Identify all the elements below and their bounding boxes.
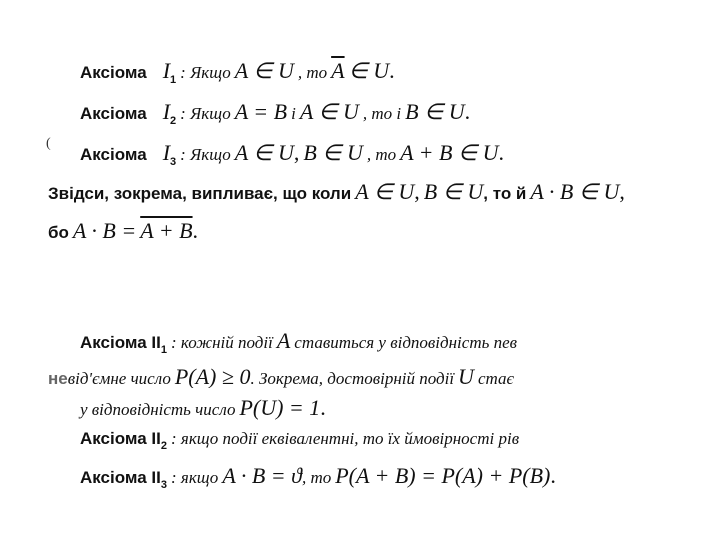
- formula-complement-sum: A + B: [140, 218, 193, 243]
- line-text-end: стає: [477, 369, 514, 388]
- axiom-label: Аксіома: [80, 104, 147, 123]
- line-text: від'ємне число: [67, 369, 171, 388]
- axiom-label: Аксіома: [80, 145, 147, 164]
- axiom-text: : кожній події: [171, 333, 273, 352]
- axiom-subscript: 2: [160, 440, 167, 452]
- axiom-label: Аксіома II: [80, 468, 161, 487]
- axiom-text: : якщо події еквівалентні, то їх ймовірності рів: [171, 430, 520, 448]
- period: .: [498, 140, 505, 165]
- formula-b-in-u: B ∈ U: [423, 179, 484, 204]
- formula-in-u: ∈ U: [348, 58, 390, 83]
- axiom-ii2: [80, 430, 600, 452]
- formula-b-in-u: B ∈ U: [303, 140, 363, 165]
- axiom-if: : Якщо: [180, 104, 231, 123]
- axiom-if: : якщо: [171, 468, 219, 487]
- formula-a-in-u: A ∈ U: [299, 99, 359, 124]
- period: .: [550, 463, 556, 488]
- axiom-label: Аксіома II: [80, 430, 161, 448]
- stray-prefix: не: [48, 369, 68, 388]
- period: .: [192, 218, 199, 243]
- then-word: , то: [301, 468, 332, 487]
- axiom-subscript: 1: [170, 74, 177, 86]
- formula-empty-product: A · B = ϑ: [222, 463, 302, 488]
- axiom-subscript: 1: [160, 344, 167, 356]
- formula-a-in-u: A ∈ U: [234, 58, 294, 83]
- axiom-label: Аксіома II: [80, 333, 161, 352]
- formula-a-in-u: A ∈ U: [234, 140, 294, 165]
- axiom-text-cont: ставиться у відповідність пев: [294, 333, 518, 352]
- formula-pu-one: P(U) = 1: [239, 395, 321, 420]
- line-text-cont: . Зокрема, достовірній події: [250, 369, 455, 388]
- formula-a-in-u: A ∈ U: [355, 179, 415, 204]
- event-a: A: [276, 330, 291, 353]
- axiom-i2: [80, 101, 470, 127]
- comma: ,: [619, 179, 625, 204]
- axiom-i1: [80, 60, 395, 86]
- axiom-symbol: I: [162, 99, 171, 124]
- comma: ,: [414, 179, 420, 204]
- because-line: [48, 220, 198, 242]
- hence-text: Звідси, зокрема, випливає, що коли: [48, 184, 352, 203]
- formula-b-in-u: B ∈ U: [405, 99, 465, 124]
- formula-additivity: P(A + B) = P(A) + P(B): [335, 463, 551, 488]
- axiom-symbol: I: [162, 140, 171, 165]
- axiom-if: : Якщо: [180, 63, 231, 82]
- event-u: U: [458, 366, 474, 388]
- formula-a-eq-b: A = B: [234, 99, 288, 124]
- axiom-subscript: 3: [160, 479, 167, 491]
- period: .: [464, 99, 471, 124]
- then-word: , то: [297, 63, 328, 82]
- line-text: у відповідність число: [80, 400, 236, 419]
- then-also-word: , то і: [362, 104, 402, 123]
- axiom-ii3: [80, 465, 556, 491]
- axiom-ii1-line2: [48, 366, 600, 388]
- axiom-ii1-line3: [80, 397, 326, 419]
- and-word: і: [291, 104, 296, 123]
- formula-product-in-u: A · B ∈ U: [530, 179, 620, 204]
- axiom-i3: [80, 142, 504, 168]
- period: .: [320, 395, 326, 420]
- hence-line: [48, 181, 625, 203]
- then-also-word: , то й: [483, 184, 527, 203]
- axiom-subscript: 3: [170, 156, 177, 168]
- comma: ,: [293, 140, 300, 165]
- formula-pa-nonneg: P(A) ≥ 0: [174, 366, 251, 388]
- axiom-symbol: I: [162, 58, 171, 83]
- axiom-if: : Якщо: [180, 145, 231, 164]
- axiom-ii1: [80, 330, 600, 356]
- then-word: , то: [366, 145, 397, 164]
- formula-product-eq: A · B =: [72, 218, 137, 243]
- period: .: [389, 58, 395, 83]
- formula-sum-in-u: A + B ∈ U: [400, 140, 499, 165]
- because-word: бо: [48, 223, 69, 242]
- axiom-label: Аксіома: [80, 63, 147, 82]
- axiom-subscript: 2: [170, 115, 177, 127]
- formula-a-complement: $\overline{A}$: [331, 58, 345, 83]
